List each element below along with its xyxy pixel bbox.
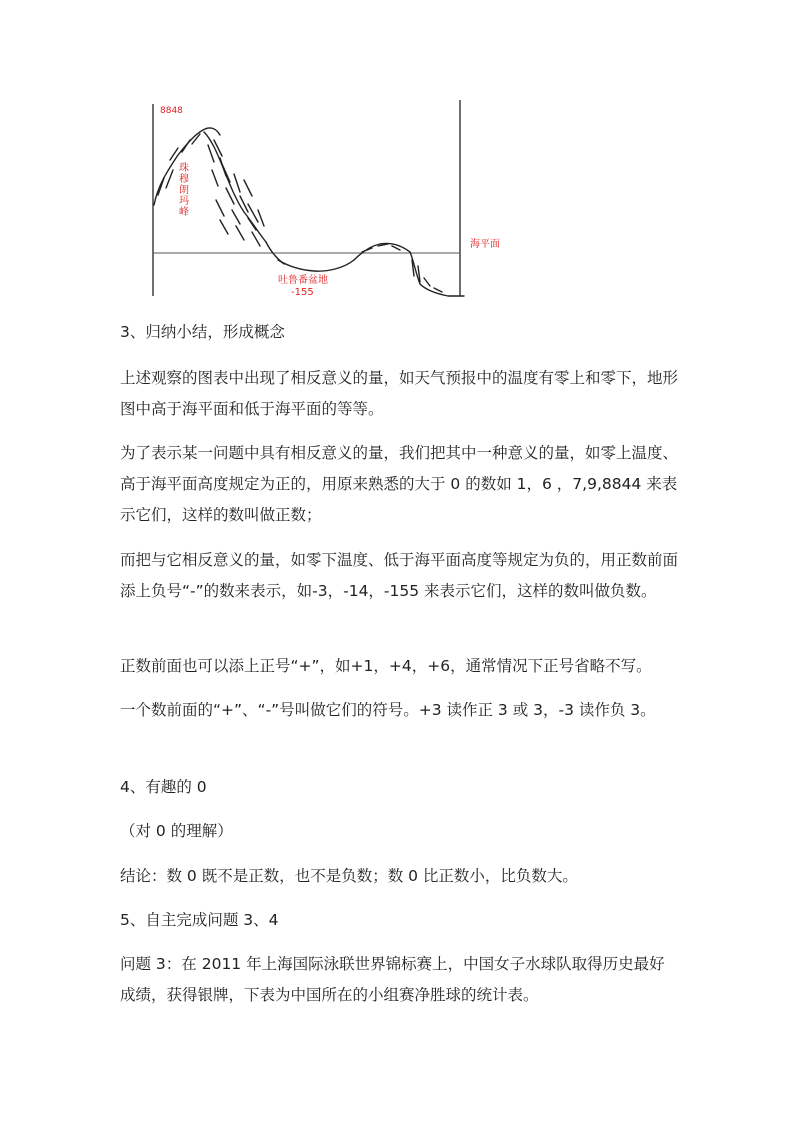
sea-level-label: 海平面 xyxy=(470,239,500,250)
paragraph-question-3: 问题 3：在 2011 年上海国际泳联世界锦标赛上，中国女子水球队取得历史最好成绩，获得银牌，下表为中国所在的小组赛净胜球的统计表。 xyxy=(120,955,665,1004)
paragraph-plus-sign: 正数前面也可以添上正号“+”，如+1，+4，+6，通常情况下正号省略不写。 xyxy=(120,657,652,675)
paragraph-sign-definition: 一个数前面的“+”、“-”号叫做它们的符号。+3 读作正 3 或 3，-3 读作负 3。 xyxy=(120,701,656,719)
section-heading-zero: 4、有趣的 0 xyxy=(120,778,207,796)
paragraph-negative-numbers: 而把与它相反意义的量，如零下温度、低于海平面高度等规定为负的，用正数前面添上负号“-”的数来表示，如-3，-14，-155 来表示它们，这样的数叫做负数。 xyxy=(120,551,679,600)
everest-label: 珠穆朗玛峰 xyxy=(179,163,189,218)
paragraph-positive-numbers: 为了表示某一问题中具有相反意义的量，我们把其中一种意义的量，如零上温度、高于海平面高度规定为正的，用原来熟悉的大于 0 的数如 1，6 ，7,9,8844 来表示它们，这样的数叫做正数； xyxy=(120,444,679,524)
paragraph-observation: 上述观察的图表中出现了相反意义的量，如天气预报中的温度有零上和零下，地形图中高于海平面和低于海平面的等等。 xyxy=(120,369,679,418)
paragraph-conclusion: 结论：数 0 既不是正数，也不是负数；数 0 比正数小，比负数大。 xyxy=(120,867,578,885)
terrain-sketch xyxy=(148,100,518,300)
paragraph-zero-understanding: （对 0 的理解） xyxy=(120,822,233,840)
mountain-sketch xyxy=(154,128,284,264)
section-heading-summary: 3、归纳小结，形成概念 xyxy=(120,323,285,341)
peak-height-label: 8848 xyxy=(160,106,183,116)
basin-depth-label: -155 xyxy=(291,287,314,298)
terrain-figure xyxy=(148,100,518,300)
basin-label: 吐鲁番盆地 xyxy=(278,275,328,286)
section-heading-practice: 5、自主完成问题 3、4 xyxy=(120,911,279,929)
